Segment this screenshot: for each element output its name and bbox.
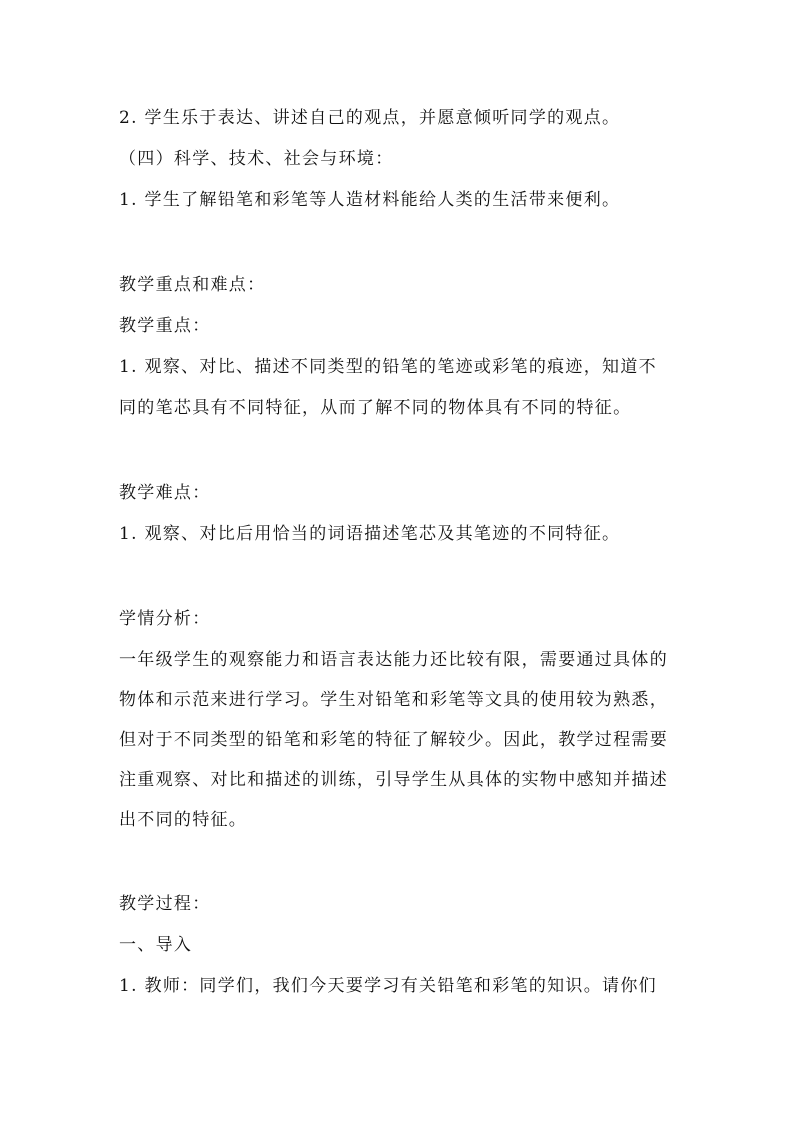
paragraph-line: 物体和示范来进行学习。学生对铅笔和彩笔等文具的使用较为熟悉， [119, 690, 668, 710]
text-line: 1. 教师：同学们，我们今天要学习有关铅笔和彩笔的知识。请你们 [119, 976, 657, 996]
paragraph-line: 一年级学生的观察能力和语言表达能力还比较有限，需要通过具体的 [119, 650, 668, 670]
text-line: 1. 观察、对比后用恰当的词语描述笔芯及其笔迹的不同特征。 [119, 524, 621, 544]
paragraph-line: 但对于不同类型的铅笔和彩笔的特征了解较少。因此，教学过程需要 [119, 730, 668, 750]
subsection-heading: 一、导入 [119, 935, 193, 955]
blank-line [119, 226, 679, 270]
text-line: 1. 观察、对比、描述不同类型的铅笔的笔迹或彩笔的痕迹，知道不 [119, 357, 657, 377]
text-line: 2. 学生乐于表达、讲述自己的观点，并愿意倾听同学的观点。 [119, 108, 621, 128]
document-body [119, 103, 679, 1012]
section-heading: 教学重点和难点： [119, 275, 266, 295]
section-heading: 学情分析： [119, 609, 211, 629]
text-line: 同的笔芯具有不同特征，从而了解不同的物体具有不同的特征。 [119, 398, 632, 418]
text-line: 1. 学生了解铅笔和彩笔等人造材料能给人类的生活带来便利。 [119, 190, 621, 210]
blank-line [119, 434, 679, 478]
subsection-heading: 教学重点： [119, 316, 211, 336]
paragraph-line: 注重观察、对比和描述的训练，引导学生从具体的实物中感知并描述 [119, 770, 668, 790]
subsection-heading: 教学难点： [119, 483, 211, 503]
blank-line [119, 845, 679, 889]
section-heading: （四）科学、技术、社会与环境： [119, 149, 394, 169]
section-heading: 教学过程： [119, 894, 211, 914]
paragraph-line: 出不同的特征。 [119, 810, 248, 830]
blank-line [119, 560, 679, 604]
